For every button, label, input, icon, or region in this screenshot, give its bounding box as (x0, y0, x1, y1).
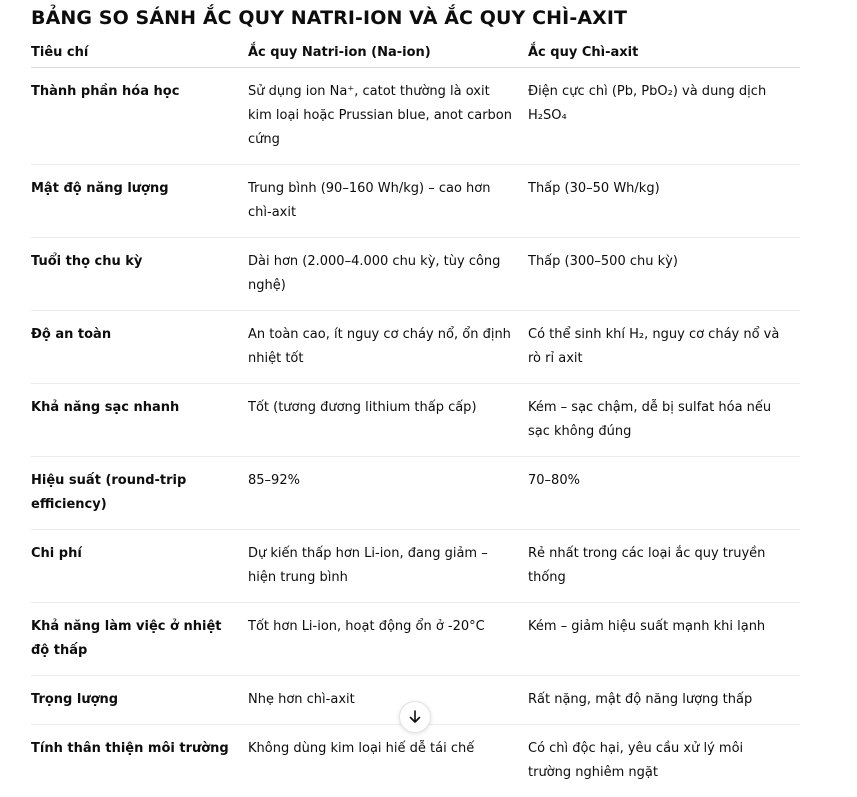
criterion-cell: Khả năng làm việc ở nhiệt độ thấp (31, 603, 248, 676)
leadacid-cell: Thấp (300–500 chu kỳ) (528, 238, 800, 311)
naion-cell: Sử dụng ion Na⁺, catot thường là oxit kim loại hoặc Prussian blue, anot carbon cứng (248, 68, 528, 165)
page-title: BẢNG SO SÁNH ẮC QUY NATRI-ION VÀ ẮC QUY CHÌ-AXIT (31, 0, 800, 38)
table-row (31, 530, 800, 603)
criterion-cell: Khả năng sạc nhanh (31, 384, 248, 457)
naion-cell: Tốt (tương đương lithium thấp cấp) (248, 384, 528, 457)
criterion-cell: Trọng lượng (31, 676, 248, 725)
leadacid-cell: Rất nặng, mật độ năng lượng thấp (528, 676, 800, 725)
leadacid-cell: Kém – giảm hiệu suất mạnh khi lạnh (528, 603, 800, 676)
naion-cell: Dài hơn (2.000–4.000 chu kỳ, tùy công nghệ) (248, 238, 528, 311)
leadacid-cell: 70–80% (528, 457, 800, 530)
column-header-criterion: Tiêu chí (31, 38, 248, 68)
criterion-cell: Tuổi thọ chu kỳ (31, 238, 248, 311)
column-header-naion: Ắc quy Natri-ion (Na-ion) (248, 38, 528, 68)
table-row (31, 725, 800, 797)
leadacid-cell: Có chì độc hại, yêu cầu xử lý môi trường nghiêm ngặt (528, 725, 800, 797)
naion-cell: Dự kiến thấp hơn Li-ion, đang giảm – hiện trung bình (248, 530, 528, 603)
leadacid-cell: Có thể sinh khí H₂, nguy cơ cháy nổ và rò rỉ axit (528, 311, 800, 384)
criterion-cell: Tính thân thiện môi trường (31, 725, 248, 797)
criterion-cell: Hiệu suất (round-trip efficiency) (31, 457, 248, 530)
naion-cell: An toàn cao, ít nguy cơ cháy nổ, ổn định nhiệt tốt (248, 311, 528, 384)
criterion-cell: Thành phần hóa học (31, 68, 248, 165)
naion-cell: Tốt hơn Li-ion, hoạt động ổn ở -20°C (248, 603, 528, 676)
table-row (31, 384, 800, 457)
criterion-cell: Chi phí (31, 530, 248, 603)
naion-cell: Nhẹ hơn chì-axit (248, 676, 528, 725)
criterion-cell: Mật độ năng lượng (31, 165, 248, 238)
table-row (31, 603, 800, 676)
leadacid-cell: Điện cực chì (Pb, PbO₂) và dung dịch H₂SO₄ (528, 68, 800, 165)
table-header-row (31, 38, 800, 68)
criterion-cell: Độ an toàn (31, 311, 248, 384)
naion-cell: 85–92% (248, 457, 528, 530)
leadacid-cell: Rẻ nhất trong các loại ắc quy truyền thống (528, 530, 800, 603)
table-row (31, 165, 800, 238)
page-content (31, 0, 800, 797)
table-row (31, 457, 800, 530)
scroll-to-bottom-button[interactable] (399, 701, 431, 733)
column-header-leadacid: Ắc quy Chì-axit (528, 38, 800, 68)
table-row (31, 238, 800, 311)
comparison-table (31, 38, 800, 797)
leadacid-cell: Kém – sạc chậm, dễ bị sulfat hóa nếu sạc không đúng (528, 384, 800, 457)
arrow-down-icon (407, 709, 423, 725)
table-row (31, 68, 800, 165)
naion-cell: Không dùng kim loại hiế dễ tái chế (248, 725, 528, 797)
leadacid-cell: Thấp (30–50 Wh/kg) (528, 165, 800, 238)
naion-cell: Trung bình (90–160 Wh/kg) – cao hơn chì-axit (248, 165, 528, 238)
table-row (31, 311, 800, 384)
